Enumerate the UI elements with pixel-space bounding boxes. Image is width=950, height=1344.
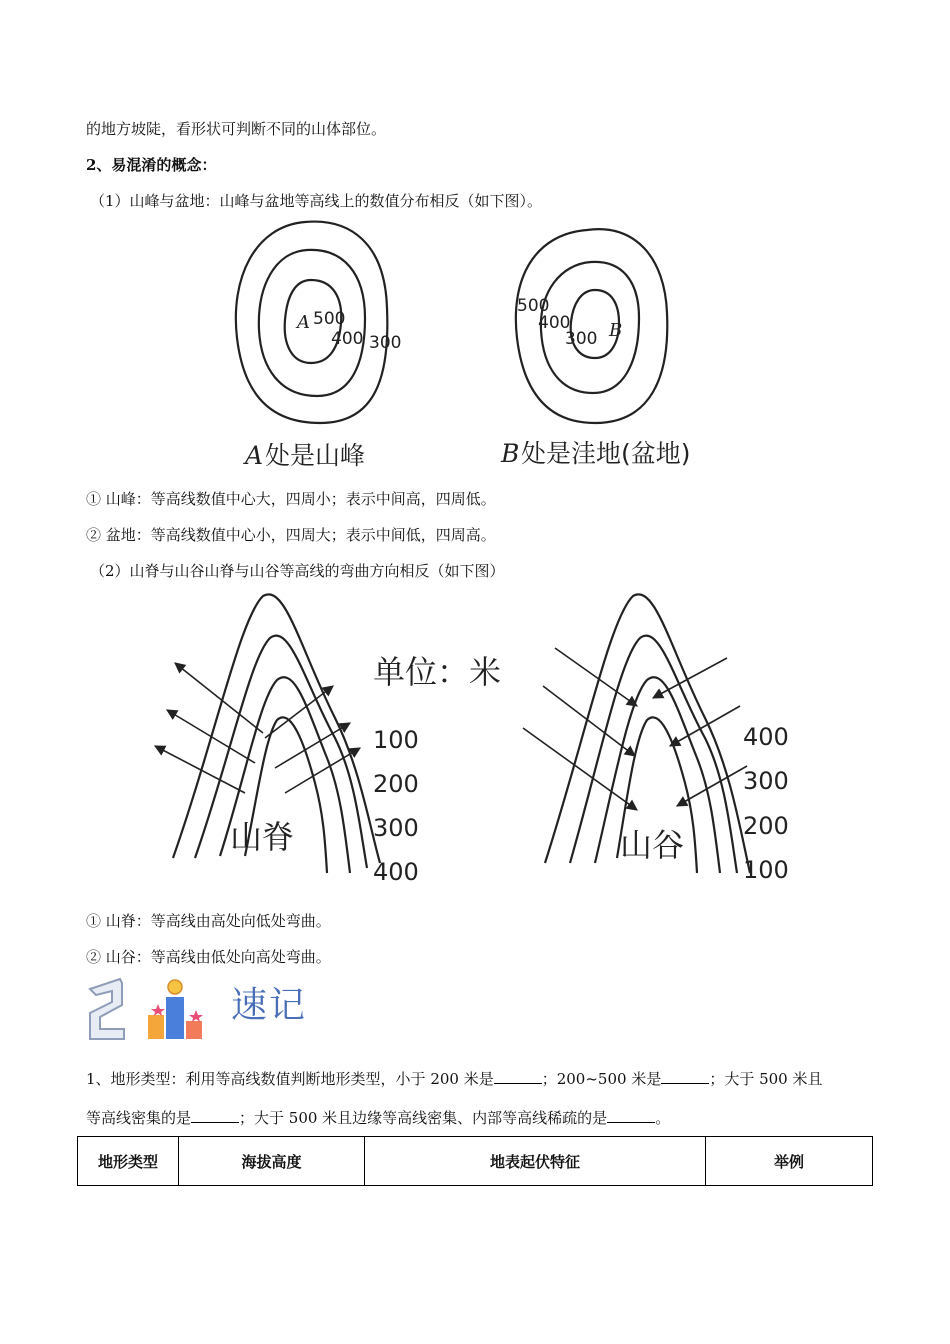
q1-text-a: 1、地形类型：利用等高线数值判断地形类型，小于 200 米是 (86, 1070, 494, 1088)
valley-arrow-2 (543, 686, 635, 756)
peak-point-label: A (297, 312, 310, 333)
basin-label-400: 400 (538, 313, 571, 333)
valley-arrow-3 (523, 728, 637, 810)
peak-basin-figure (225, 218, 735, 474)
ridge-value-200: 200 (373, 770, 419, 798)
unit-label: 单位：米 (373, 653, 502, 691)
valley-label: 山谷 (620, 826, 685, 864)
banner-title: 速记 (231, 985, 308, 1026)
basin-point-label: B (609, 320, 623, 341)
q1-blank-4[interactable] (607, 1108, 655, 1123)
table-header-row (78, 1137, 873, 1186)
peak-description: ① 山峰：等高线数值中心大，四周小；表示中间高，四周低。 (86, 490, 496, 508)
valley-value-400: 400 (743, 723, 789, 751)
peak-contour-400 (259, 250, 365, 396)
valley-arrow-6 (677, 766, 747, 806)
header-altitude: 海拔高度 (179, 1137, 365, 1186)
number-two-icon (90, 979, 124, 1039)
ridge-arrow-2 (167, 710, 255, 763)
header-landform-type: 地形类型 (78, 1137, 179, 1186)
header-examples: 举例 (706, 1137, 873, 1186)
valley-value-300: 300 (743, 767, 789, 795)
ridge-value-400: 400 (373, 858, 419, 886)
q1-text-b: ；200~500 米是 (541, 1070, 662, 1088)
valley-arrow-4 (653, 658, 727, 698)
section2-heading: 2、易混淆的概念： (86, 156, 217, 174)
q1-blank-3[interactable] (191, 1108, 239, 1123)
peak-caption-letter: A (245, 441, 264, 470)
peak-label-500: 500 (313, 309, 346, 329)
ridge-value-300: 300 (373, 814, 419, 842)
peak-label-300: 300 (369, 333, 402, 353)
banner-graphic (86, 975, 226, 1045)
q1-blank-2[interactable] (661, 1069, 709, 1084)
peak-label-400: 400 (331, 329, 364, 349)
ridge-valley-figure (145, 588, 815, 890)
q1-text-c: ；大于 500 米且 (709, 1070, 823, 1088)
valley-value-100: 100 (743, 856, 789, 884)
valley-arrow-1 (555, 648, 637, 706)
basin-label-500: 500 (517, 296, 550, 316)
valley-value-200: 200 (743, 812, 789, 840)
podium-icon (148, 980, 203, 1039)
landform-type-table (77, 1136, 873, 1186)
ridge-label: 山脊 (230, 818, 295, 856)
valley-description: ② 山谷：等高线由低处向高处弯曲。 (86, 948, 331, 966)
item2-title: （2）山脊与山谷山脊与山谷等高线的弯曲方向相反（如下图） (90, 562, 505, 580)
q1-text-e: ；大于 500 米且边缘等高线密集、内部等高线稀疏的是 (239, 1109, 608, 1127)
basin-caption-letter: B (501, 439, 520, 468)
peak-caption-text: 处是山峰 (265, 441, 366, 470)
ridge-arrow-3 (155, 746, 245, 793)
header-relief-features: 地表起伏特征 (365, 1137, 706, 1186)
q1-text-d: 等高线密集的是 (86, 1109, 192, 1127)
basin-label-300: 300 (565, 329, 598, 349)
question1-line1 (86, 1068, 823, 1089)
basin-caption-text: 处是洼地(盆地) (521, 439, 691, 468)
q1-text-f: 。 (655, 1109, 671, 1127)
ridge-description: ① 山脊：等高线由高处向低处弯曲。 (86, 912, 331, 930)
intro-tail-text: 的地方坡陡，看形状可判断不同的山体部位。 (86, 120, 387, 138)
quick-review-banner (86, 975, 326, 1045)
item1-title: （1）山峰与盆地：山峰与盆地等高线上的数值分布相反（如下图）。 (90, 192, 543, 210)
basin-description: ② 盆地：等高线数值中心小，四周大；表示中间低，四周高。 (86, 526, 496, 544)
question1-line2 (86, 1107, 670, 1128)
q1-blank-1[interactable] (494, 1069, 542, 1084)
ridge-value-100: 100 (373, 726, 419, 754)
